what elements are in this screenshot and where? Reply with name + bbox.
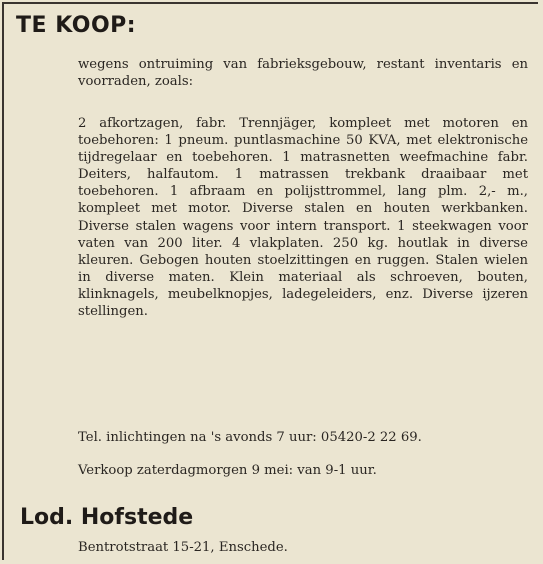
- ad-heading: TE KOOP:: [16, 13, 137, 38]
- sale-time: Verkoop zaterdagmorgen 9 mei: van 9-1 uur.: [78, 463, 377, 478]
- advertisement-frame: [2, 2, 538, 560]
- contact-info: Tel. inlichtingen na 's avonds 7 uur: 05420-2 22 69.: [78, 430, 422, 445]
- company-name: Lod. Hofstede: [20, 505, 194, 530]
- company-address: Bentrotstraat 15-21, Enschede.: [78, 540, 288, 555]
- intro-text: wegens ontruiming van fabrieksgebouw, restant inventaris en voorraden, zoals:: [78, 57, 528, 89]
- inventory-list-text: 2 afkortzagen, fabr. Trennjäger, kompleet met motoren en toebehoren: 1 pneum. puntlasmachine 50 KVA, met elektronische tijdregelaar en toebehoren. 1 matrasnetten weefmachine fabr. Deiters, halfautom. 1 matrassen trekbank draaibaar met toebehoren. 1 afbraam en polijsttrommel, lang plm. 2,- m., kompleet met motor. Diverse stalen en houten werkbanken. Diverse stalen wagens voor intern transport. 1 steekwagen voor vaten van 200 liter. 4 vlakplaten. 250 kg. houtlak in diverse kleuren. Gebogen houten stoelzittingen en ruggen. Stalen wielen in diverse maten. Klein materiaal als schroeven, bouten, klinknagels, meubelknopjes, ladegeleiders, enz. Diverse ijzeren stellingen.: [78, 116, 528, 320]
